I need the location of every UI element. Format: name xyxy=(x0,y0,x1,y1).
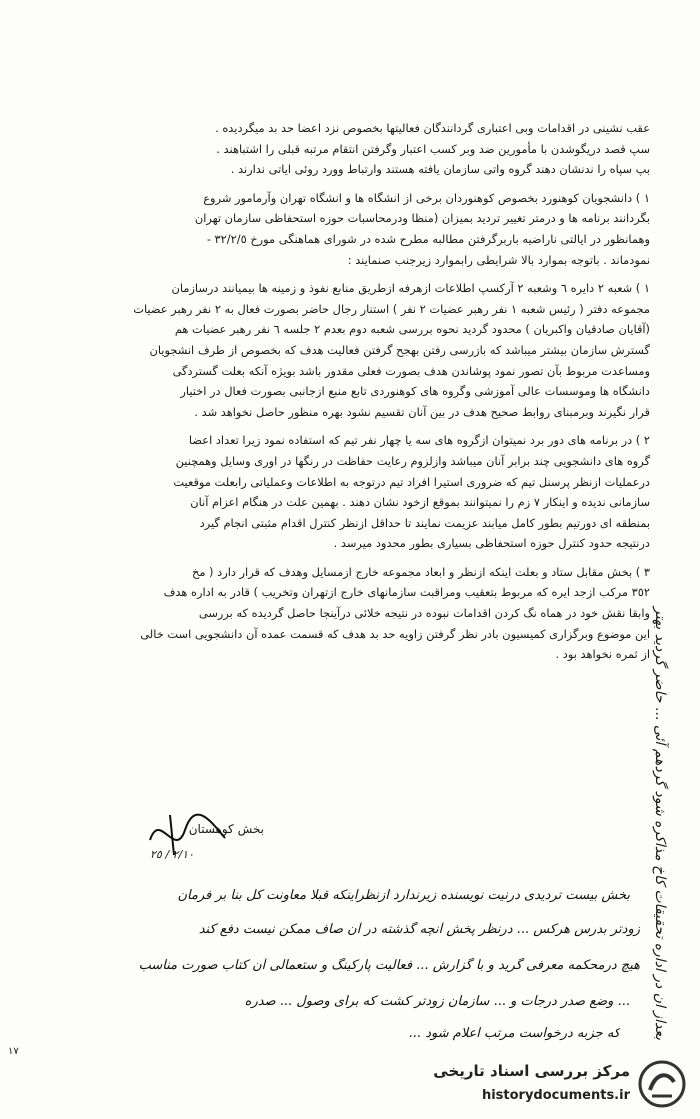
typed-line: درنتیجه حدود کنترل حوزه استحفاظی بسیاری بطور محدود میرسد . xyxy=(333,536,650,551)
handwritten-note-2: زودتر بدرس هرکس ... درنظر پخش آنچه گذشته در آن صاف ممکن نیست دفع کند xyxy=(198,922,640,937)
typed-line: (آقایان صادقیان واکبریان ) محدود گردید نحوه بررسی شعبه دوم بعدم ٢ جلسه ٦ نفر رهبر عضیات هم xyxy=(174,322,650,337)
typed-line: ومساعدت مربوط بآن تصور نمود پوشاندن هدف بصورت فعلی مقدور باشد بویژه آنکه بعلت گستردگی xyxy=(172,363,650,378)
handwritten-note-1: بخش بیست تردیدی درنیت نویسنده زیرندارد ازنظراینکه قبلا معاونت کل بنا بر فرمان xyxy=(177,888,630,903)
typed-line: عقب نشینی در اقدامات وبی اعتباری گردانندگان فعالیتها بخصوص نزد اعضا حد بد میگردیده . xyxy=(215,121,650,135)
handwritten-note-5: که جزبه درخواست مرتب اعلام شود ... xyxy=(408,1026,620,1041)
typed-line: گسترش سازمان بیشتر میباشد که بازرسی رفتن بهجح گرفتن فعالیت هدف که بخصوص از طرف انشجویان xyxy=(149,342,650,357)
archive-watermark xyxy=(420,1058,690,1113)
typed-line: بمنطقه ای دورتیم بطور کامل میابند عزیمت نمایند تا حداقل ازنظر کنترل اقدام مثبتی انجام گیرد xyxy=(199,515,650,530)
typed-line: از ثمره نخواهد بود . xyxy=(555,647,650,662)
handwritten-note-4: ... وضع صدر درجات و ... سازمان زودتر کشت که برای وصول ... صدره xyxy=(244,994,630,1009)
page-number: ١٧ xyxy=(8,1046,19,1057)
handwritten-note-3: هیچ درمحکمه معرفی گرید و با گزارش ... فعالیت پارکینگ و ستعمالی آن کتاب صورت مناسب xyxy=(138,958,640,973)
typed-body xyxy=(50,118,650,665)
handwritten-signature xyxy=(130,800,250,870)
typed-line: قرار نگیرند وبرمبنای روابط صحیح هدف در بین آنان تقسیم نشود بهره منظور حاصل نخواهد شد . xyxy=(194,404,650,419)
typed-line: بپ سپاه را ندنشان دهند گروه واتی سازمان یافته هستند وارتباط وورد روئی ایاتی ندارند . xyxy=(230,162,650,177)
signature-date: ٢/١٠ / ٢٥ xyxy=(150,848,194,861)
typed-line: ١ ) دانشجویان کوهنورد بخصوص کوهنوردان برخی از انشگاه ها و انشگاه تهران وآرمامور شروع xyxy=(203,190,650,205)
typed-line: درعملیات ازنظر پرسنل تیم که ضروری استیرا افراد تیم درتوجه به اطلاعات وعملیاتی رابعلت موقعیت xyxy=(173,474,650,489)
typed-line: نمودماند . باتوجه بموارد بالا شرایطی رابموارد زیرجنب صنمایند : xyxy=(347,252,650,267)
typed-line: گروه های دانشجویی چند برابر آنان میباشد وازلزوم رعایت حفاظت در رنگها در اوری وسایل وهمچنین xyxy=(175,453,650,468)
typed-line: دانشگاه ها وموسسات عالی آموزشی وگروه های کوهنوردی تابع منبع ازجانبی بصورت فعال در اختیار xyxy=(180,384,650,399)
typed-line: ٣ ) بخش مقابل ستاد و بعلت اینکه ازنظر و ابعاد مجموعه خارج ازمسایل وهدف که قرار دارد ( مخ xyxy=(191,564,650,579)
typed-line: مجموعه دفتر ( رئیس شعبه ١ نفر رهبر عضیات ٢ نفر ) استنار رجال حاضر بصورت فعال به ٢ نفر رهبر عضیات xyxy=(133,301,650,316)
typed-line: وابقا نقش خود در هماه نگ کردن اقدامات نبوده در نتیجه خلائی درآینجا حاصل گردیده که بررسی xyxy=(198,606,650,621)
typed-line: سپ قصد دریگوشدن با مأمورین ضد وبر کسب اعتبار وگرفتن انتقام مرتبه قبلی را اشتباهند . xyxy=(216,141,650,156)
typed-line: ٢ ) در برنامه های دور برد نمیتوان ازگروه های سه یا چهار نفر تیم که استفاده نمود زیرا تعداد اعضا xyxy=(188,433,650,448)
archive-name: مرکز بررسی اسناد تاریخی xyxy=(433,1062,630,1080)
margin-handwritten-note: بعداز ان در اداره تحقیقات کاخ مذاکره شود گردهم آئی ... حاضر گردید بهتر xyxy=(652,606,668,1040)
archive-logo-icon xyxy=(638,1060,686,1108)
signature-label: بخش کوهستان xyxy=(188,822,264,836)
typed-line: سازمانی ندیده و اینکار ٧ زم را نمیتوانند بموقع ازخود نشان دهند . بهمین علت در هنگام اعزام آنان xyxy=(190,495,650,510)
typed-line: ١ ) شعبه ٢ دایره ٦ وشعبه ٢ آرکسپ اطلاعات ازهرفه ازطریق منابع نفوذ و زمینه ها بیمیانند درسازمان xyxy=(171,281,650,296)
typed-line: بگردانند برنامه ها و درمتر تغییر تردید بمیزان (منظا ودرمحاسبات حوزه استحفاظی سازمان تهران xyxy=(194,211,650,226)
typed-line: این موضوع وبرگزاری کمیسیون بادر نظر گرفتن زاویه حد بد هدف که قسمت عمده آن دانشجویی است خالی xyxy=(140,626,650,641)
archive-url: historydocuments.ir xyxy=(481,1088,630,1103)
typed-line: وهمانظور در ایالتی ناراضیه باربرگرفتن مطالبه مطرح شده در شورای هماهنگی مورخ ٣٢/٢/٥ - xyxy=(206,231,650,246)
typed-line: ٣٥٢ مرکب ازجد ایره که مربوط بتعقیب ومراقبت سازمانهای خارج ازتهران وتخریب ) قادر به اداره هدف xyxy=(163,585,650,600)
